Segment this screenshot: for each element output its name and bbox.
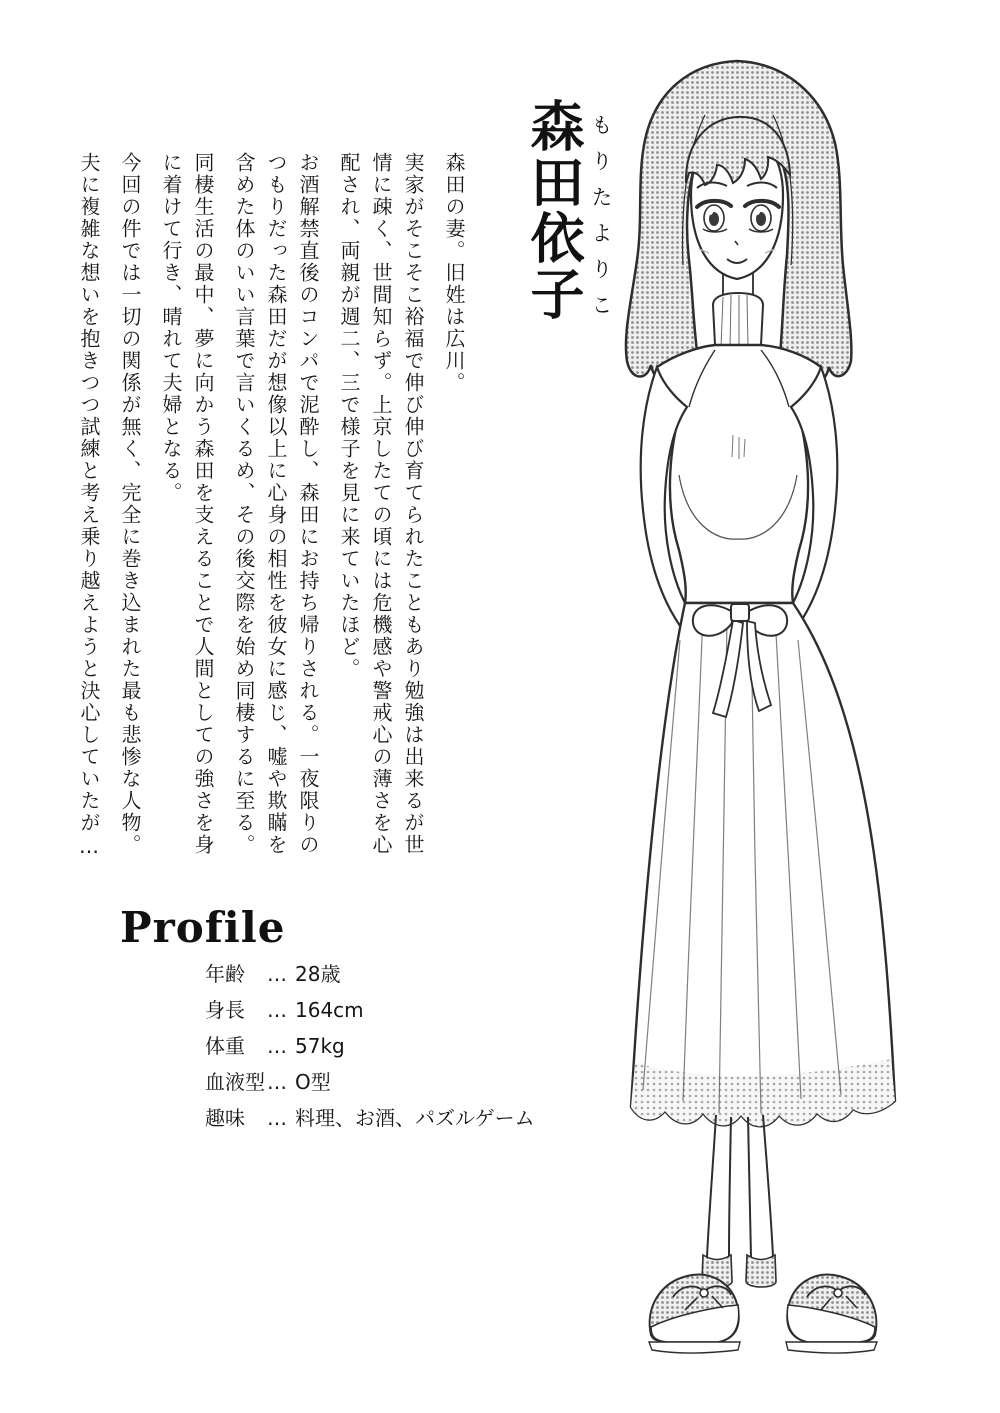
character-name-furigana: もりたよりこ (589, 114, 613, 330)
profile-stats (205, 958, 625, 1138)
bio-paragraph-1: 森田の妻。旧姓は広川。 (442, 152, 466, 394)
stat-value: 57kg (295, 1034, 345, 1058)
bio-paragraph-4: 同棲生活の最中、夢に向かう森田を支えることで人間としての強さを身に着けて行き、晴れて夫婦となる。 (159, 152, 215, 856)
bio-paragraph-2: 実家がそこそこ裕福で伸び伸び育てられたこともあり勉強は出来るが世情に疎く、世間知らず。上京したての頃には危機感や警戒心の薄さを心配され、両親が週二、三で様子を見に来ていたほど。 (337, 152, 425, 856)
stat-label: 趣味 (205, 1106, 245, 1130)
stat-dots: … (267, 998, 287, 1022)
stat-value: 28歳 (295, 962, 341, 986)
character-illustration (585, 55, 945, 1395)
turtleneck-collar (713, 293, 763, 350)
profile-row-hobby (205, 1102, 625, 1138)
stat-label: 年齢 (205, 962, 245, 986)
long-skirt (631, 603, 895, 1126)
character-name: 森田依子 (522, 98, 586, 322)
character-description (78, 152, 470, 866)
stat-dots: … (267, 1034, 287, 1058)
stat-label: 体重 (205, 1034, 245, 1058)
profile-row-age (205, 958, 625, 994)
profile-row-weight (205, 1030, 625, 1066)
stat-value: 料理、お酒、パズルゲーム (295, 1106, 535, 1130)
sleeveless-top (657, 345, 821, 618)
face (686, 117, 790, 279)
bio-paragraph-6: 夫に複雑な想いを抱きつつ試練と考え乗り越えようと決心していたが… (77, 152, 101, 860)
stat-label: 身長 (205, 998, 245, 1022)
profile-heading: Profile (120, 903, 286, 952)
bio-paragraph-5: 今回の件では一切の関係が無く、完全に巻き込まれた最も悲惨な人物。 (118, 152, 142, 856)
legs (707, 1115, 773, 1257)
stat-value: 164cm (295, 998, 364, 1022)
stat-dots: … (267, 1070, 287, 1094)
bio-paragraph-3: お酒解禁直後のコンパで泥酔し、森田にお持ち帰りされる。一夜限りのつもりだった森田だが想像以上に心身の相性を彼女に感じ、嘘や欺瞞を含めた体のいい言葉で言いくるめ、その後交際を始め同棲するに至る。 (232, 152, 320, 856)
stat-dots: … (267, 962, 287, 986)
stat-label: 血液型 (205, 1070, 265, 1094)
profile-row-height (205, 994, 625, 1030)
profile-row-bloodtype (205, 1066, 625, 1102)
stat-value: O型 (295, 1070, 331, 1094)
stat-dots: … (267, 1106, 287, 1130)
